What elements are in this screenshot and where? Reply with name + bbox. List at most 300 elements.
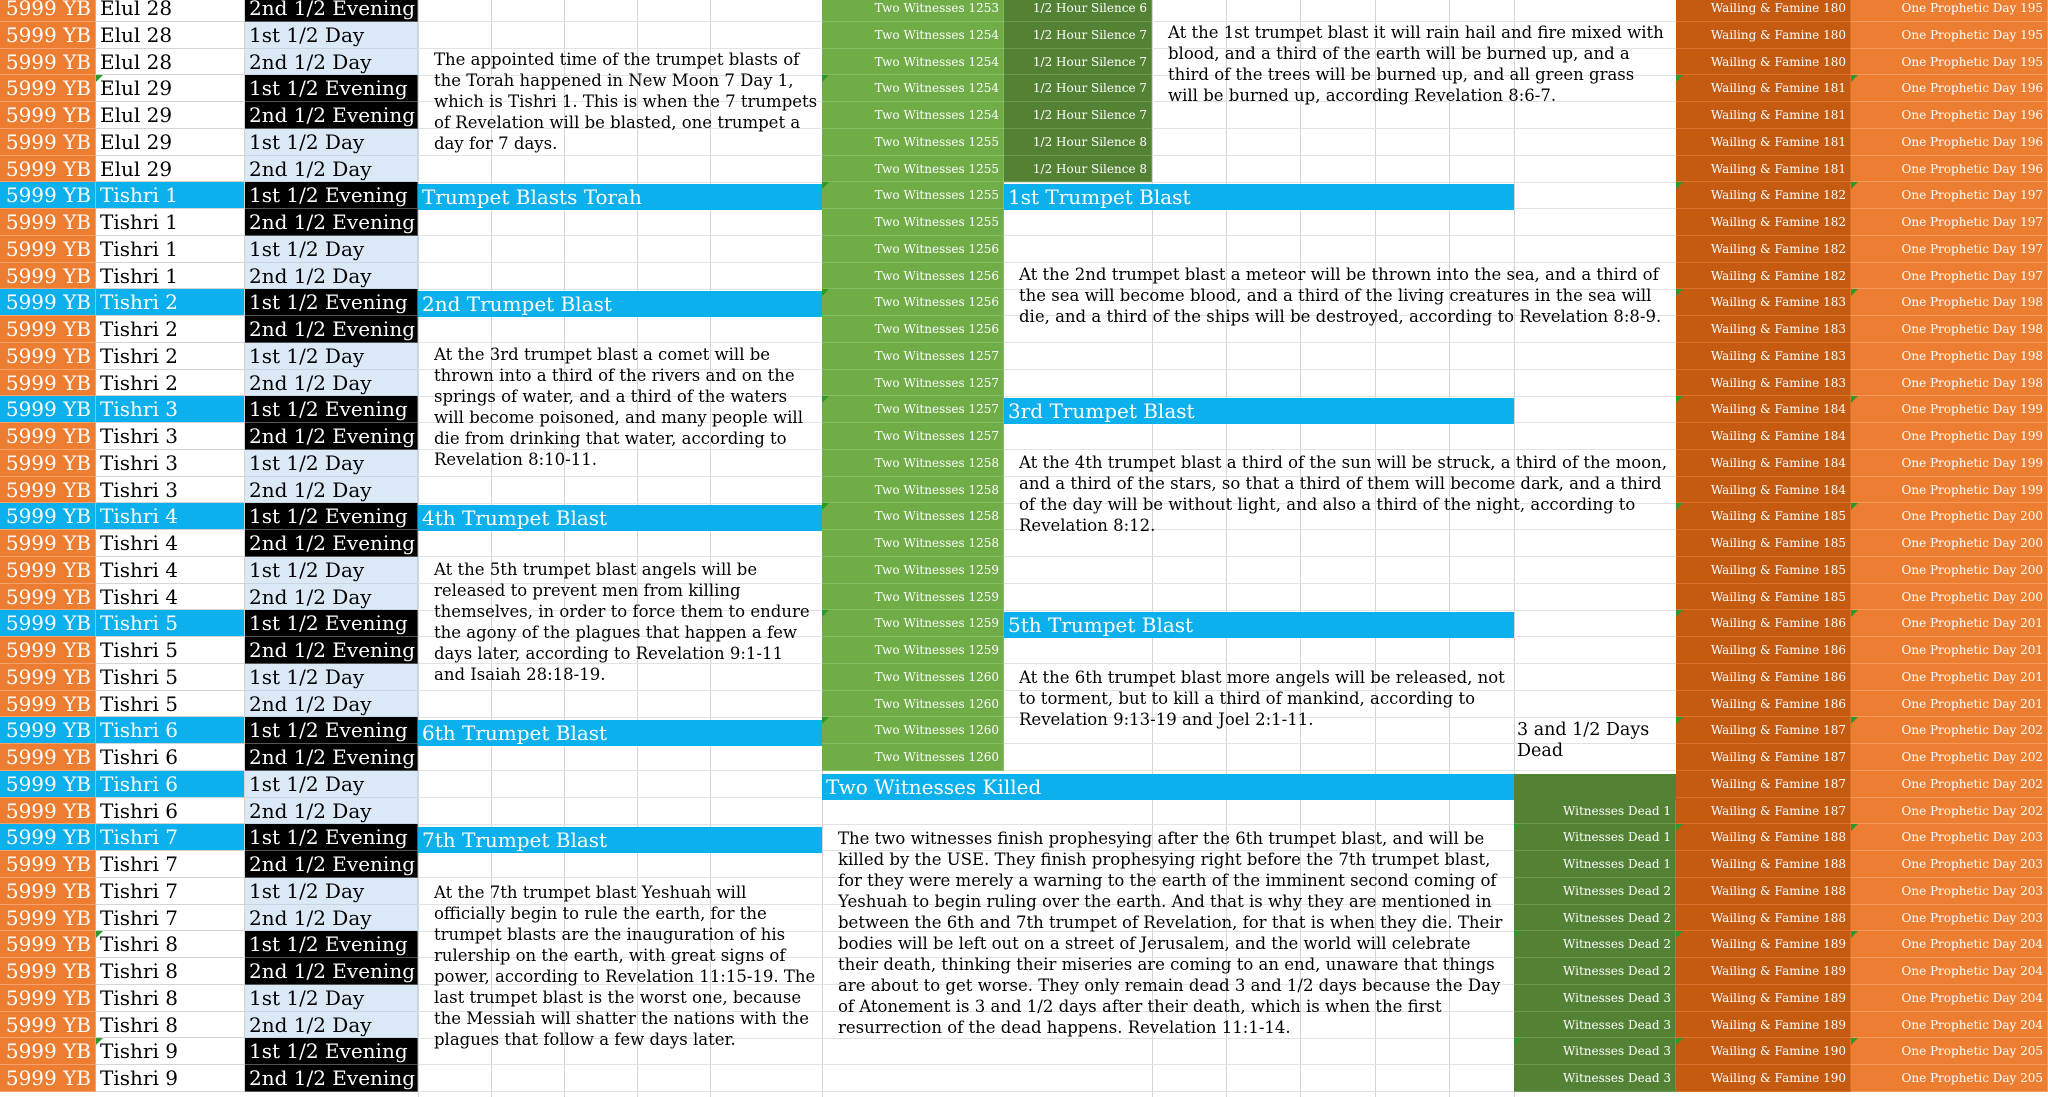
year-cell[interactable]: 5999 YB bbox=[0, 22, 96, 49]
hebrew-date-cell[interactable]: Tishri 6 bbox=[96, 771, 245, 798]
year-cell[interactable]: 5999 YB bbox=[0, 717, 96, 744]
two-witnesses-cell[interactable]: Two Witnesses 1257 bbox=[822, 423, 1004, 450]
wailing-famine-cell[interactable]: Wailing & Famine 188 bbox=[1676, 878, 1851, 905]
prophetic-day-cell[interactable]: One Prophetic Day 203 bbox=[1851, 851, 2048, 878]
hebrew-date-cell[interactable]: Tishri 5 bbox=[96, 637, 245, 664]
wailing-famine-cell[interactable]: Wailing & Famine 189 bbox=[1676, 958, 1851, 985]
half-day-cell[interactable]: 1st 1/2 Evening bbox=[245, 396, 418, 423]
comment-marker-icon bbox=[1851, 824, 1858, 831]
prophetic-day-cell[interactable]: One Prophetic Day 204 bbox=[1851, 958, 2048, 985]
half-day-cell[interactable]: 2nd 1/2 Day bbox=[245, 156, 418, 182]
silence-cell[interactable]: 1/2 Hour Silence 7 bbox=[1004, 22, 1152, 49]
wailing-famine-cell[interactable]: Wailing & Famine 183 bbox=[1676, 289, 1851, 316]
hebrew-date-cell[interactable]: Tishri 6 bbox=[96, 717, 245, 744]
half-day-cell[interactable]: 1st 1/2 Day bbox=[245, 878, 418, 905]
two-witnesses-cell[interactable]: Two Witnesses 1255 bbox=[822, 156, 1004, 182]
silence-cell[interactable]: 1/2 Hour Silence 8 bbox=[1004, 156, 1152, 182]
comment-marker-icon bbox=[1514, 931, 1521, 938]
note-two-witnesses-killed: The two witnesses finish prophesying after the 6th trumpet blast, and will be killed by the USE. They finish prophesying right before the 7th trumpet blast, for they were merely a warning to the earth of the imminent second coming of Yeshuah to begin ruling over the earth. And that is why they are mentioned in between the 6th and 7th trumpet of Revelation, for that is when they die. Their bodies will be left out on a street of Jerusalem, and the world will celebrate their death, thinking their miseries are coming to an end, unaware that things are about to get worse. They only remain dead 3 and 1/2 days because the Day of Atonement is 3 and 1/2 days after their death, which is when the first resurrection of the dead happens. Revelation 11:1-14. bbox=[838, 829, 1503, 1037]
witnesses-dead-cell[interactable]: Witnesses Dead 2 bbox=[1514, 878, 1676, 905]
witnesses-dead-cell[interactable]: Witnesses Dead 3 bbox=[1514, 1038, 1676, 1065]
silence-cell[interactable]: 1/2 Hour Silence 6 bbox=[1004, 0, 1152, 22]
wailing-famine-cell[interactable]: Wailing & Famine 182 bbox=[1676, 209, 1851, 236]
two-witnesses-cell[interactable]: Two Witnesses 1254 bbox=[822, 102, 1004, 129]
prophetic-day-cell[interactable]: One Prophetic Day 196 bbox=[1851, 129, 2048, 156]
wailing-famine-cell[interactable]: Wailing & Famine 180 bbox=[1676, 0, 1851, 22]
half-day-cell[interactable]: 2nd 1/2 Evening bbox=[245, 851, 418, 878]
two-witnesses-cell[interactable]: Two Witnesses 1255 bbox=[822, 129, 1004, 156]
note-4th-trumpet: At the 4th trumpet blast a third of the sun will be struck, a third of the moon, and a third of the stars, so that a third of them will become dark, and a third of the day will be without light, and also a third of the night, according to Revelation 8:12. bbox=[1019, 453, 1667, 535]
prophetic-day-cell[interactable]: One Prophetic Day 198 bbox=[1851, 343, 2048, 370]
prophetic-day-cell[interactable]: One Prophetic Day 200 bbox=[1851, 530, 2048, 557]
witnesses-dead-cell[interactable]: Witnesses Dead 3 bbox=[1514, 1065, 1676, 1092]
witnesses-dead-cell[interactable]: Witnesses Dead 2 bbox=[1514, 958, 1676, 985]
grid-row-line bbox=[418, 1065, 1676, 1092]
half-day-cell[interactable]: 1st 1/2 Day bbox=[245, 129, 418, 156]
half-day-cell[interactable]: 1st 1/2 Evening bbox=[245, 717, 418, 744]
note-days-dead: 3 and 1/2 Days Dead bbox=[1517, 720, 1650, 761]
two-witnesses-cell[interactable]: Two Witnesses 1257 bbox=[822, 370, 1004, 396]
hebrew-date-cell[interactable]: Tishri 8 bbox=[96, 985, 245, 1012]
year-cell[interactable]: 5999 YB bbox=[0, 423, 96, 450]
wailing-famine-cell[interactable]: Wailing & Famine 181 bbox=[1676, 156, 1851, 182]
prophetic-day-cell[interactable]: One Prophetic Day 203 bbox=[1851, 905, 2048, 931]
hebrew-date-cell[interactable]: Tishri 2 bbox=[96, 343, 245, 370]
hebrew-date-cell[interactable]: Tishri 2 bbox=[96, 370, 245, 396]
two-witnesses-cell[interactable]: Two Witnesses 1259 bbox=[822, 637, 1004, 664]
hebrew-date-cell[interactable]: Tishri 3 bbox=[96, 396, 245, 423]
prophetic-day-cell[interactable]: One Prophetic Day 205 bbox=[1851, 1038, 2048, 1065]
comment-marker-icon bbox=[1851, 75, 1858, 82]
half-day-cell[interactable]: 2nd 1/2 Day bbox=[245, 691, 418, 717]
wailing-famine-cell[interactable]: Wailing & Famine 185 bbox=[1676, 557, 1851, 584]
hebrew-date-cell[interactable]: Tishri 1 bbox=[96, 209, 245, 236]
two-witnesses-cell[interactable]: Two Witnesses 1256 bbox=[822, 236, 1004, 263]
year-cell[interactable]: 5999 YB bbox=[0, 289, 96, 316]
comment-marker-icon bbox=[1676, 503, 1683, 510]
hebrew-date-cell[interactable]: Tishri 1 bbox=[96, 182, 245, 209]
wailing-famine-cell[interactable]: Wailing & Famine 190 bbox=[1676, 1038, 1851, 1065]
year-cell[interactable]: 5999 YB bbox=[0, 236, 96, 263]
comment-marker-icon bbox=[1676, 289, 1683, 296]
comment-marker-icon bbox=[822, 289, 829, 296]
two-witnesses-cell[interactable]: Two Witnesses 1256 bbox=[822, 263, 1004, 289]
silence-cell[interactable]: 1/2 Hour Silence 7 bbox=[1004, 75, 1152, 102]
prophetic-day-cell[interactable]: One Prophetic Day 202 bbox=[1851, 771, 2048, 798]
year-cell[interactable]: 5999 YB bbox=[0, 771, 96, 798]
year-cell[interactable]: 5999 YB bbox=[0, 958, 96, 985]
comment-marker-icon bbox=[1676, 824, 1683, 831]
note-appointed-time: The appointed time of the trumpet blasts of the Torah happened in New Moon 7 Day 1, which is Tishri 1. This is when the 7 trumpets of Revelation will be blasted, one trumpet a day for 7 days. bbox=[434, 50, 818, 153]
comment-marker-icon bbox=[1851, 503, 1858, 510]
half-day-cell[interactable]: 1st 1/2 Day bbox=[245, 664, 418, 691]
prophetic-day-cell[interactable]: One Prophetic Day 197 bbox=[1851, 182, 2048, 209]
wailing-famine-cell[interactable]: Wailing & Famine 180 bbox=[1676, 22, 1851, 49]
note-5th-trumpet: At the 5th trumpet blast angels will be released to prevent men from killing themselves, in order to force them to endure the agony of the plagues that happen a few days later, according to Revelation 9:1-11 and Isaiah 28:18-19. bbox=[434, 560, 810, 684]
hebrew-date-cell[interactable]: Tishri 7 bbox=[96, 824, 245, 851]
hebrew-date-cell[interactable]: Tishri 2 bbox=[96, 316, 245, 343]
wailing-famine-cell[interactable]: Wailing & Famine 187 bbox=[1676, 717, 1851, 744]
hebrew-date-cell[interactable]: Elul 28 bbox=[96, 22, 245, 49]
hebrew-date-cell[interactable]: Tishri 3 bbox=[96, 423, 245, 450]
prophetic-day-cell[interactable]: One Prophetic Day 201 bbox=[1851, 637, 2048, 664]
hebrew-date-cell[interactable]: Tishri 3 bbox=[96, 450, 245, 477]
hebrew-date-cell[interactable]: Tishri 8 bbox=[96, 1012, 245, 1038]
prophetic-day-cell[interactable]: One Prophetic Day 202 bbox=[1851, 717, 2048, 744]
year-cell[interactable]: 5999 YB bbox=[0, 744, 96, 771]
wailing-famine-cell[interactable]: Wailing & Famine 185 bbox=[1676, 530, 1851, 557]
year-cell[interactable]: 5999 YB bbox=[0, 503, 96, 530]
year-cell[interactable]: 5999 YB bbox=[0, 851, 96, 878]
witnesses-dead-cell[interactable]: Witnesses Dead 3 bbox=[1514, 1012, 1676, 1038]
prophetic-day-cell[interactable]: One Prophetic Day 199 bbox=[1851, 450, 2048, 477]
year-cell[interactable]: 5999 YB bbox=[0, 905, 96, 931]
prophetic-day-cell[interactable]: One Prophetic Day 200 bbox=[1851, 584, 2048, 610]
year-cell[interactable]: 5999 YB bbox=[0, 75, 96, 102]
two-witnesses-cell[interactable]: Two Witnesses 1260 bbox=[822, 717, 1004, 744]
hebrew-date-cell[interactable]: Tishri 8 bbox=[96, 958, 245, 985]
half-day-cell[interactable]: 1st 1/2 Day bbox=[245, 771, 418, 798]
wailing-famine-cell[interactable]: Wailing & Famine 190 bbox=[1676, 1065, 1851, 1092]
wailing-famine-cell[interactable]: Wailing & Famine 183 bbox=[1676, 316, 1851, 343]
hebrew-date-cell[interactable]: Tishri 4 bbox=[96, 557, 245, 584]
prophetic-day-cell[interactable]: One Prophetic Day 197 bbox=[1851, 236, 2048, 263]
comment-marker-icon bbox=[1851, 717, 1858, 724]
two-witnesses-cell[interactable]: Two Witnesses 1256 bbox=[822, 316, 1004, 343]
year-cell[interactable]: 5999 YB bbox=[0, 396, 96, 423]
prophetic-day-cell[interactable]: One Prophetic Day 197 bbox=[1851, 209, 2048, 236]
wailing-famine-cell[interactable]: Wailing & Famine 182 bbox=[1676, 263, 1851, 289]
two-witnesses-cell[interactable]: Two Witnesses 1253 bbox=[822, 0, 1004, 22]
wailing-famine-cell[interactable]: Wailing & Famine 188 bbox=[1676, 851, 1851, 878]
half-day-cell[interactable]: 2nd 1/2 Day bbox=[245, 798, 418, 824]
hebrew-date-cell[interactable]: Elul 29 bbox=[96, 102, 245, 129]
prophetic-day-cell[interactable]: One Prophetic Day 198 bbox=[1851, 370, 2048, 396]
wailing-famine-cell[interactable]: Wailing & Famine 185 bbox=[1676, 503, 1851, 530]
wailing-famine-cell[interactable]: Wailing & Famine 189 bbox=[1676, 1012, 1851, 1038]
hebrew-date-cell[interactable]: Tishri 6 bbox=[96, 798, 245, 824]
two-witnesses-cell[interactable]: Two Witnesses 1255 bbox=[822, 182, 1004, 209]
prophetic-day-cell[interactable]: One Prophetic Day 195 bbox=[1851, 49, 2048, 75]
half-day-cell[interactable]: 1st 1/2 Evening bbox=[245, 610, 418, 637]
witnesses-dead-cell[interactable]: Witnesses Dead 1 bbox=[1514, 851, 1676, 878]
grid-row-line bbox=[418, 1092, 1676, 1097]
hebrew-date-cell[interactable]: Elul 28 bbox=[96, 0, 245, 22]
hebrew-date-cell[interactable]: Tishri 9 bbox=[96, 1065, 245, 1092]
year-cell[interactable]: 5999 YB bbox=[0, 450, 96, 477]
hebrew-date-cell[interactable]: Tishri 1 bbox=[96, 236, 245, 263]
year-cell[interactable]: 5999 YB bbox=[0, 477, 96, 503]
two-witnesses-cell[interactable]: Two Witnesses 1256 bbox=[822, 289, 1004, 316]
silence-cell[interactable]: 1/2 Hour Silence 7 bbox=[1004, 49, 1152, 75]
comment-marker-icon bbox=[822, 717, 829, 724]
note-2nd-trumpet: At the 2nd trumpet blast a meteor will be thrown into the sea, and a third of the sea will become blood, and a third of the living creatures in the sea will die, and a third of the ships will be destroyed, according to Revelation 8:8-9. bbox=[1019, 265, 1662, 326]
prophetic-day-cell[interactable]: One Prophetic Day 197 bbox=[1851, 263, 2048, 289]
year-cell[interactable]: 5999 YB bbox=[0, 878, 96, 905]
wailing-famine-cell[interactable]: Wailing & Famine 186 bbox=[1676, 691, 1851, 717]
note-1st-trumpet: At the 1st trumpet blast it will rain hail and fire mixed with blood, and a third of the earth will be burned up, and a third of the trees will be burned up, and all green grass will be burned up, according Revelation 8:6-7. bbox=[1168, 23, 1664, 105]
two-witnesses-cell[interactable]: Two Witnesses 1258 bbox=[822, 450, 1004, 477]
note-7th-trumpet: At the 7th trumpet blast Yeshuah will officially begin to rule the earth, for the trumpet blasts are the inauguration of his rulership on the earth, with great signs of power, according to Revelation 11:15-19. The last trumpet blast is the worst one, because the Messiah will shatter the nations with the plagues that follow a few days later. bbox=[434, 883, 816, 1049]
wailing-famine-cell[interactable]: Wailing & Famine 189 bbox=[1676, 931, 1851, 958]
wailing-famine-cell[interactable]: Wailing & Famine 183 bbox=[1676, 343, 1851, 370]
half-day-cell[interactable]: 1st 1/2 Day bbox=[245, 557, 418, 584]
year-cell[interactable]: 5999 YB bbox=[0, 316, 96, 343]
prophetic-day-cell[interactable]: One Prophetic Day 201 bbox=[1851, 691, 2048, 717]
prophetic-day-cell[interactable]: One Prophetic Day 198 bbox=[1851, 289, 2048, 316]
grid-row-line bbox=[418, 798, 1676, 825]
comment-marker-icon bbox=[1851, 289, 1858, 296]
year-cell[interactable]: 5999 YB bbox=[0, 102, 96, 129]
year-cell[interactable]: 5999 YB bbox=[0, 530, 96, 557]
year-cell[interactable]: 5999 YB bbox=[0, 1065, 96, 1092]
wailing-famine-cell[interactable]: Wailing & Famine 184 bbox=[1676, 423, 1851, 450]
prophetic-day-cell[interactable]: One Prophetic Day 203 bbox=[1851, 824, 2048, 851]
half-day-cell[interactable]: 2nd 1/2 Day bbox=[245, 477, 418, 503]
banner-6th-trumpet-blast[interactable]: 6th Trumpet Blast bbox=[418, 720, 822, 746]
wailing-famine-cell[interactable]: Wailing & Famine 183 bbox=[1676, 370, 1851, 396]
prophetic-day-cell[interactable]: One Prophetic Day 199 bbox=[1851, 423, 2048, 450]
year-cell[interactable]: 5999 YB bbox=[0, 985, 96, 1012]
prophetic-day-cell[interactable]: One Prophetic Day 204 bbox=[1851, 1012, 2048, 1038]
wailing-famine-cell[interactable]: Wailing & Famine 184 bbox=[1676, 450, 1851, 477]
half-day-cell[interactable]: 2nd 1/2 Evening bbox=[245, 1065, 418, 1092]
wailing-famine-cell[interactable]: Wailing & Famine 185 bbox=[1676, 584, 1851, 610]
half-day-cell[interactable]: 1st 1/2 Evening bbox=[245, 931, 418, 958]
prophetic-day-cell[interactable]: One Prophetic Day 199 bbox=[1851, 477, 2048, 503]
half-day-cell[interactable]: 1st 1/2 Evening bbox=[245, 503, 418, 530]
half-day-cell[interactable]: 1st 1/2 Day bbox=[245, 450, 418, 477]
prophetic-day-cell[interactable]: One Prophetic Day 198 bbox=[1851, 316, 2048, 343]
half-day-cell[interactable]: 1st 1/2 Day bbox=[245, 985, 418, 1012]
wailing-famine-cell[interactable]: Wailing & Famine 181 bbox=[1676, 102, 1851, 129]
year-cell[interactable]: 5999 YB bbox=[0, 263, 96, 289]
year-cell[interactable]: 5999 YB bbox=[0, 182, 96, 209]
wailing-famine-cell[interactable]: Wailing & Famine 181 bbox=[1676, 75, 1851, 102]
hebrew-date-cell[interactable]: Tishri 7 bbox=[96, 878, 245, 905]
comment-marker-icon bbox=[1514, 824, 1521, 831]
hebrew-date-cell[interactable]: Tishri 8 bbox=[96, 931, 245, 958]
witnesses-dead-cell[interactable]: Witnesses Dead 2 bbox=[1514, 931, 1676, 958]
wailing-famine-cell[interactable]: Wailing & Famine 187 bbox=[1676, 771, 1851, 798]
year-cell[interactable]: 5999 YB bbox=[0, 931, 96, 958]
grid-row-line bbox=[418, 744, 1676, 771]
hebrew-date-cell[interactable]: Elul 28 bbox=[96, 49, 245, 75]
two-witnesses-cell[interactable]: Two Witnesses 1255 bbox=[822, 209, 1004, 236]
year-cell[interactable]: 5999 YB bbox=[0, 1038, 96, 1065]
hebrew-date-cell[interactable]: Elul 29 bbox=[96, 156, 245, 182]
hebrew-date-cell[interactable]: Tishri 5 bbox=[96, 664, 245, 691]
banner-1st-trumpet-blast[interactable]: 1st Trumpet Blast bbox=[1004, 184, 1514, 210]
wailing-famine-cell[interactable]: Wailing & Famine 188 bbox=[1676, 824, 1851, 851]
banner-3rd-trumpet-blast[interactable]: 3rd Trumpet Blast bbox=[1004, 398, 1514, 424]
comment-marker-icon bbox=[822, 503, 829, 510]
two-witnesses-cell[interactable]: Two Witnesses 1258 bbox=[822, 477, 1004, 503]
hebrew-date-cell[interactable]: Tishri 7 bbox=[96, 851, 245, 878]
grid-row-line bbox=[418, 209, 1676, 236]
half-day-cell[interactable]: 2nd 1/2 Day bbox=[245, 584, 418, 610]
two-witnesses-cell[interactable]: Two Witnesses 1260 bbox=[822, 744, 1004, 771]
hebrew-date-cell[interactable]: Tishri 5 bbox=[96, 610, 245, 637]
prophetic-day-cell[interactable]: One Prophetic Day 196 bbox=[1851, 75, 2048, 102]
witnesses-dead-cell[interactable]: Witnesses Dead 1 bbox=[1514, 824, 1676, 851]
silence-cell[interactable]: 1/2 Hour Silence 8 bbox=[1004, 129, 1152, 156]
wailing-famine-cell[interactable]: Wailing & Famine 188 bbox=[1676, 905, 1851, 931]
wailing-famine-cell[interactable]: Wailing & Famine 180 bbox=[1676, 49, 1851, 75]
comment-marker-icon bbox=[1676, 182, 1683, 189]
half-day-cell[interactable]: 1st 1/2 Evening bbox=[245, 1038, 418, 1065]
comment-marker-icon bbox=[1676, 396, 1683, 403]
prophetic-day-cell[interactable]: One Prophetic Day 200 bbox=[1851, 557, 2048, 584]
year-cell[interactable]: 5999 YB bbox=[0, 209, 96, 236]
wailing-famine-cell[interactable]: Wailing & Famine 182 bbox=[1676, 182, 1851, 209]
two-witnesses-cell[interactable]: Two Witnesses 1259 bbox=[822, 584, 1004, 610]
half-day-cell[interactable]: 2nd 1/2 Day bbox=[245, 263, 418, 289]
silence-cell[interactable]: 1/2 Hour Silence 7 bbox=[1004, 102, 1152, 129]
comment-marker-icon bbox=[1676, 1038, 1683, 1045]
half-day-cell[interactable]: 2nd 1/2 Day bbox=[245, 49, 418, 75]
two-witnesses-cell[interactable]: Two Witnesses 1259 bbox=[822, 557, 1004, 584]
grid-row-line bbox=[418, 236, 1676, 263]
prophetic-day-cell[interactable]: One Prophetic Day 202 bbox=[1851, 798, 2048, 824]
wailing-famine-cell[interactable]: Wailing & Famine 182 bbox=[1676, 236, 1851, 263]
comment-marker-icon bbox=[1676, 75, 1683, 82]
half-day-cell[interactable]: 2nd 1/2 Evening bbox=[245, 0, 418, 22]
year-cell[interactable]: 5999 YB bbox=[0, 129, 96, 156]
year-cell[interactable]: 5999 YB bbox=[0, 343, 96, 370]
wailing-famine-cell[interactable]: Wailing & Famine 187 bbox=[1676, 744, 1851, 771]
year-cell[interactable]: 5999 YB bbox=[0, 557, 96, 584]
hebrew-date-cell[interactable]: Tishri 6 bbox=[96, 744, 245, 771]
witnesses-dead-header-fill bbox=[1514, 774, 1676, 800]
prophetic-day-cell[interactable]: One Prophetic Day 205 bbox=[1851, 1065, 2048, 1092]
hebrew-date-cell[interactable]: Tishri 3 bbox=[96, 477, 245, 503]
banner-trumpet-blasts-torah[interactable]: Trumpet Blasts Torah bbox=[418, 184, 822, 210]
half-day-cell[interactable]: 2nd 1/2 Evening bbox=[245, 744, 418, 771]
wailing-famine-cell[interactable]: Wailing & Famine 184 bbox=[1676, 396, 1851, 423]
half-day-cell[interactable]: 1st 1/2 Evening bbox=[245, 75, 418, 102]
prophetic-day-cell[interactable]: One Prophetic Day 201 bbox=[1851, 610, 2048, 637]
two-witnesses-cell[interactable]: Two Witnesses 1260 bbox=[822, 664, 1004, 691]
two-witnesses-cell[interactable]: Two Witnesses 1254 bbox=[822, 22, 1004, 49]
prophetic-day-cell[interactable]: One Prophetic Day 196 bbox=[1851, 102, 2048, 129]
banner-2nd-trumpet-blast[interactable]: 2nd Trumpet Blast bbox=[418, 291, 822, 317]
hebrew-date-cell[interactable]: Elul 29 bbox=[96, 129, 245, 156]
hebrew-date-cell[interactable]: Tishri 4 bbox=[96, 503, 245, 530]
prophetic-day-cell[interactable]: One Prophetic Day 195 bbox=[1851, 0, 2048, 22]
hebrew-date-cell[interactable]: Tishri 7 bbox=[96, 905, 245, 931]
two-witnesses-cell[interactable]: Two Witnesses 1254 bbox=[822, 75, 1004, 102]
comment-marker-icon bbox=[1676, 717, 1683, 724]
banner-5th-trumpet-blast[interactable]: 5th Trumpet Blast bbox=[1004, 612, 1514, 638]
half-day-cell[interactable]: 1st 1/2 Day bbox=[245, 236, 418, 263]
wailing-famine-cell[interactable]: Wailing & Famine 187 bbox=[1676, 798, 1851, 824]
year-cell[interactable]: 5999 YB bbox=[0, 0, 96, 22]
prophetic-day-cell[interactable]: One Prophetic Day 202 bbox=[1851, 744, 2048, 771]
prophetic-day-cell[interactable]: One Prophetic Day 203 bbox=[1851, 878, 2048, 905]
comment-marker-icon bbox=[1851, 1038, 1858, 1045]
year-cell[interactable]: 5999 YB bbox=[0, 824, 96, 851]
prophetic-day-cell[interactable]: One Prophetic Day 200 bbox=[1851, 503, 2048, 530]
two-witnesses-cell[interactable]: Two Witnesses 1258 bbox=[822, 503, 1004, 530]
prophetic-day-cell[interactable]: One Prophetic Day 204 bbox=[1851, 931, 2048, 958]
half-day-cell[interactable]: 2nd 1/2 Day bbox=[245, 370, 418, 396]
witnesses-dead-cell[interactable]: Witnesses Dead 2 bbox=[1514, 905, 1676, 931]
wailing-famine-cell[interactable]: Wailing & Famine 186 bbox=[1676, 637, 1851, 664]
year-cell[interactable]: 5999 YB bbox=[0, 370, 96, 396]
half-day-cell[interactable]: 1st 1/2 Evening bbox=[245, 824, 418, 851]
half-day-cell[interactable]: 2nd 1/2 Evening bbox=[245, 102, 418, 129]
prophetic-day-cell[interactable]: One Prophetic Day 204 bbox=[1851, 985, 2048, 1012]
half-day-cell[interactable]: 2nd 1/2 Evening bbox=[245, 316, 418, 343]
half-day-cell[interactable]: 2nd 1/2 Day bbox=[245, 1012, 418, 1038]
hebrew-date-cell[interactable]: Elul 29 bbox=[96, 75, 245, 102]
hebrew-date-cell[interactable]: Tishri 4 bbox=[96, 584, 245, 610]
year-cell[interactable]: 5999 YB bbox=[0, 584, 96, 610]
hebrew-date-cell[interactable]: Tishri 4 bbox=[96, 530, 245, 557]
two-witnesses-cell[interactable]: Two Witnesses 1257 bbox=[822, 343, 1004, 370]
year-cell[interactable]: 5999 YB bbox=[0, 610, 96, 637]
half-day-cell[interactable]: 1st 1/2 Day bbox=[245, 343, 418, 370]
comment-marker-icon bbox=[1514, 1038, 1521, 1045]
year-cell[interactable]: 5999 YB bbox=[0, 637, 96, 664]
two-witnesses-cell[interactable]: Two Witnesses 1254 bbox=[822, 49, 1004, 75]
hebrew-date-cell[interactable]: Tishri 5 bbox=[96, 691, 245, 717]
year-cell[interactable]: 5999 YB bbox=[0, 664, 96, 691]
two-witnesses-cell[interactable]: Two Witnesses 1258 bbox=[822, 530, 1004, 557]
year-cell[interactable]: 5999 YB bbox=[0, 49, 96, 75]
half-day-cell[interactable]: 1st 1/2 Evening bbox=[245, 182, 418, 209]
prophetic-day-cell[interactable]: One Prophetic Day 196 bbox=[1851, 156, 2048, 182]
wailing-famine-cell[interactable]: Wailing & Famine 184 bbox=[1676, 477, 1851, 503]
half-day-cell[interactable]: 2nd 1/2 Day bbox=[245, 905, 418, 931]
wailing-famine-cell[interactable]: Wailing & Famine 186 bbox=[1676, 664, 1851, 691]
two-witnesses-cell[interactable]: Two Witnesses 1260 bbox=[822, 691, 1004, 717]
banner-4th-trumpet-blast[interactable]: 4th Trumpet Blast bbox=[418, 505, 822, 531]
comment-marker-icon bbox=[96, 1038, 103, 1045]
wailing-famine-cell[interactable]: Wailing & Famine 181 bbox=[1676, 129, 1851, 156]
half-day-cell[interactable]: 2nd 1/2 Evening bbox=[245, 637, 418, 664]
half-day-cell[interactable]: 2nd 1/2 Evening bbox=[245, 958, 418, 985]
prophetic-day-cell[interactable]: One Prophetic Day 199 bbox=[1851, 396, 2048, 423]
two-witnesses-cell[interactable]: Two Witnesses 1259 bbox=[822, 610, 1004, 637]
half-day-cell[interactable]: 2nd 1/2 Evening bbox=[245, 530, 418, 557]
hebrew-date-cell[interactable]: Tishri 1 bbox=[96, 263, 245, 289]
note-6th-trumpet: At the 6th trumpet blast more angels will be released, not to torment, but to kill a third of mankind, according to Revelation 9:13-19 and Joel 2:1-11. bbox=[1019, 668, 1505, 729]
year-cell[interactable]: 5999 YB bbox=[0, 1012, 96, 1038]
year-cell[interactable]: 5999 YB bbox=[0, 691, 96, 717]
banner-two-witnesses-killed[interactable]: Two Witnesses Killed bbox=[822, 774, 1514, 800]
two-witnesses-cell[interactable]: Two Witnesses 1257 bbox=[822, 396, 1004, 423]
half-day-cell[interactable]: 2nd 1/2 Evening bbox=[245, 209, 418, 236]
year-cell[interactable]: 5999 YB bbox=[0, 798, 96, 824]
half-day-cell[interactable]: 1st 1/2 Evening bbox=[245, 289, 418, 316]
prophetic-day-cell[interactable]: One Prophetic Day 201 bbox=[1851, 664, 2048, 691]
witnesses-dead-cell[interactable]: Witnesses Dead 3 bbox=[1514, 985, 1676, 1012]
hebrew-date-cell[interactable]: Tishri 2 bbox=[96, 289, 245, 316]
wailing-famine-cell[interactable]: Wailing & Famine 186 bbox=[1676, 610, 1851, 637]
comment-marker-icon bbox=[1851, 396, 1858, 403]
banner-7th-trumpet-blast[interactable]: 7th Trumpet Blast bbox=[418, 827, 822, 853]
hebrew-date-cell[interactable]: Tishri 9 bbox=[96, 1038, 245, 1065]
year-cell[interactable]: 5999 YB bbox=[0, 156, 96, 182]
comment-marker-icon bbox=[822, 75, 829, 82]
wailing-famine-cell[interactable]: Wailing & Famine 189 bbox=[1676, 985, 1851, 1012]
half-day-cell[interactable]: 1st 1/2 Day bbox=[245, 22, 418, 49]
prophetic-day-cell[interactable]: One Prophetic Day 195 bbox=[1851, 22, 2048, 49]
witnesses-dead-cell[interactable]: Witnesses Dead 1 bbox=[1514, 798, 1676, 824]
half-day-cell[interactable]: 2nd 1/2 Evening bbox=[245, 423, 418, 450]
